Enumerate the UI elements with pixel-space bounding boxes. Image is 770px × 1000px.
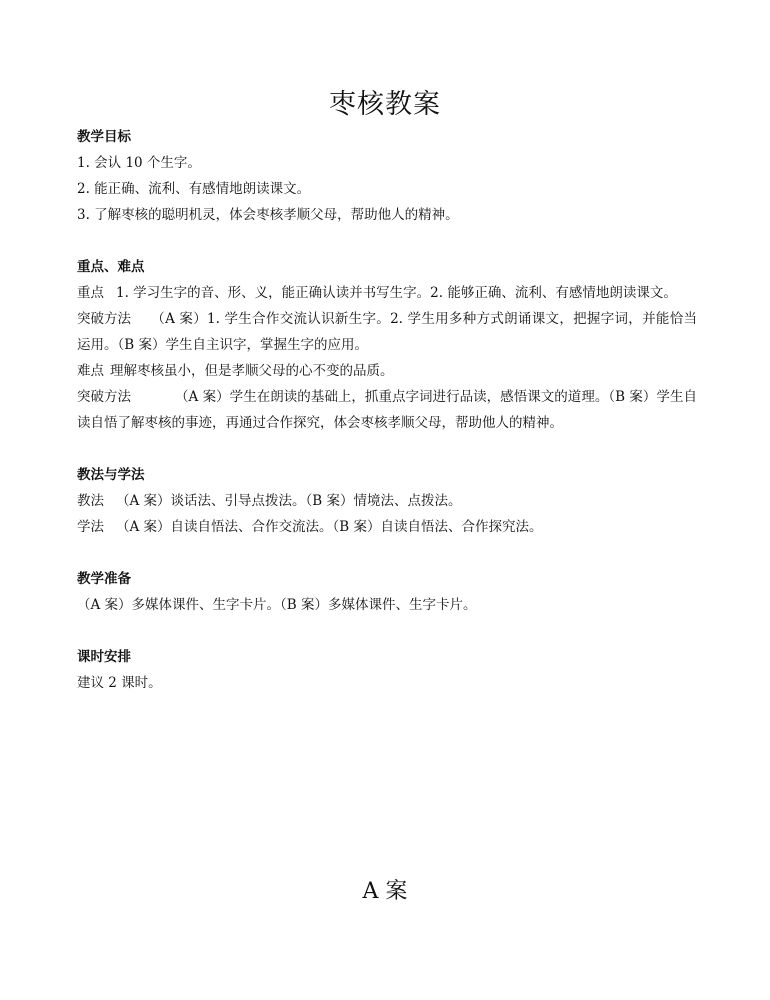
jiaofa-label: 教法 <box>77 493 104 509</box>
section-spacer <box>77 618 697 644</box>
schedule-heading: 课时安排 <box>77 649 131 665</box>
zhongdian-label: 重点 <box>77 285 104 301</box>
nandian-paragraph <box>77 358 697 384</box>
tupo1-label: 突破方法 <box>77 311 131 327</box>
goal-item-2: 2. 能正确、流利、有感情地朗读课文。 <box>77 181 311 197</box>
nandian-text: 理解枣核虽小，但是孝顺父母的心不变的品质。 <box>110 363 394 379</box>
jiaofa-line <box>77 488 697 514</box>
goal-item-3: 3. 了解枣核的聪明机灵，体会枣核孝顺父母，帮助他人的精神。 <box>77 207 459 223</box>
preparation-text: （A 案）多媒体课件、生字卡片。（B 案）多媒体课件、生字卡片。 <box>77 597 477 613</box>
zhongdian-paragraph <box>77 280 697 306</box>
schedule-text: 建议 2 课时。 <box>77 675 162 691</box>
xuefa-text: （A 案）自读自悟法、合作交流法。（B 案）自读自悟法、合作探究法。 <box>116 519 543 535</box>
xuefa-label: 学法 <box>77 519 104 535</box>
section-spacer <box>77 436 697 462</box>
methods-heading: 教法与学法 <box>77 467 145 483</box>
key-points-heading: 重点、难点 <box>77 259 145 275</box>
tupo2-label: 突破方法 <box>77 389 131 405</box>
goals-heading: 教学目标 <box>77 129 131 145</box>
zhongdian-text: 1. 学习生字的音、形、义，能正确认读并书写生字。2. 能够正确、流利、有感情地朗读课文。 <box>116 285 677 301</box>
section-spacer <box>77 540 697 566</box>
document-body <box>77 124 697 696</box>
jiaofa-text: （A 案）谈话法、引导点拨法。（B 案）情境法、点拨法。 <box>116 493 462 509</box>
tupo2-text: （A 案）学生在朗读的基础上，抓重点字词进行品读，感悟课文的道理。（B 案）学生自读自悟了解枣核的事迹，再通过合作探究，体会枣核孝顺父母，帮助他人的精神。 <box>77 389 697 431</box>
tupo1-paragraph <box>77 306 697 358</box>
xuefa-line <box>77 514 697 540</box>
tupo2-paragraph <box>77 384 697 436</box>
goal-item-1: 1. 会认 10 个生字。 <box>77 155 201 171</box>
section-spacer <box>77 228 697 254</box>
nandian-label: 难点 <box>77 363 104 379</box>
tupo1-text: （A 案）1. 学生合作交流认识新生字。2. 学生用多种方式朗诵课文，把握字词，并能恰当运用。（B 案）学生自主识字，掌握生字的应用。 <box>77 311 697 353</box>
plan-a-heading: A 案 <box>362 879 408 904</box>
document-title: 枣核教案 <box>329 89 441 120</box>
preparation-heading: 教学准备 <box>77 571 131 587</box>
